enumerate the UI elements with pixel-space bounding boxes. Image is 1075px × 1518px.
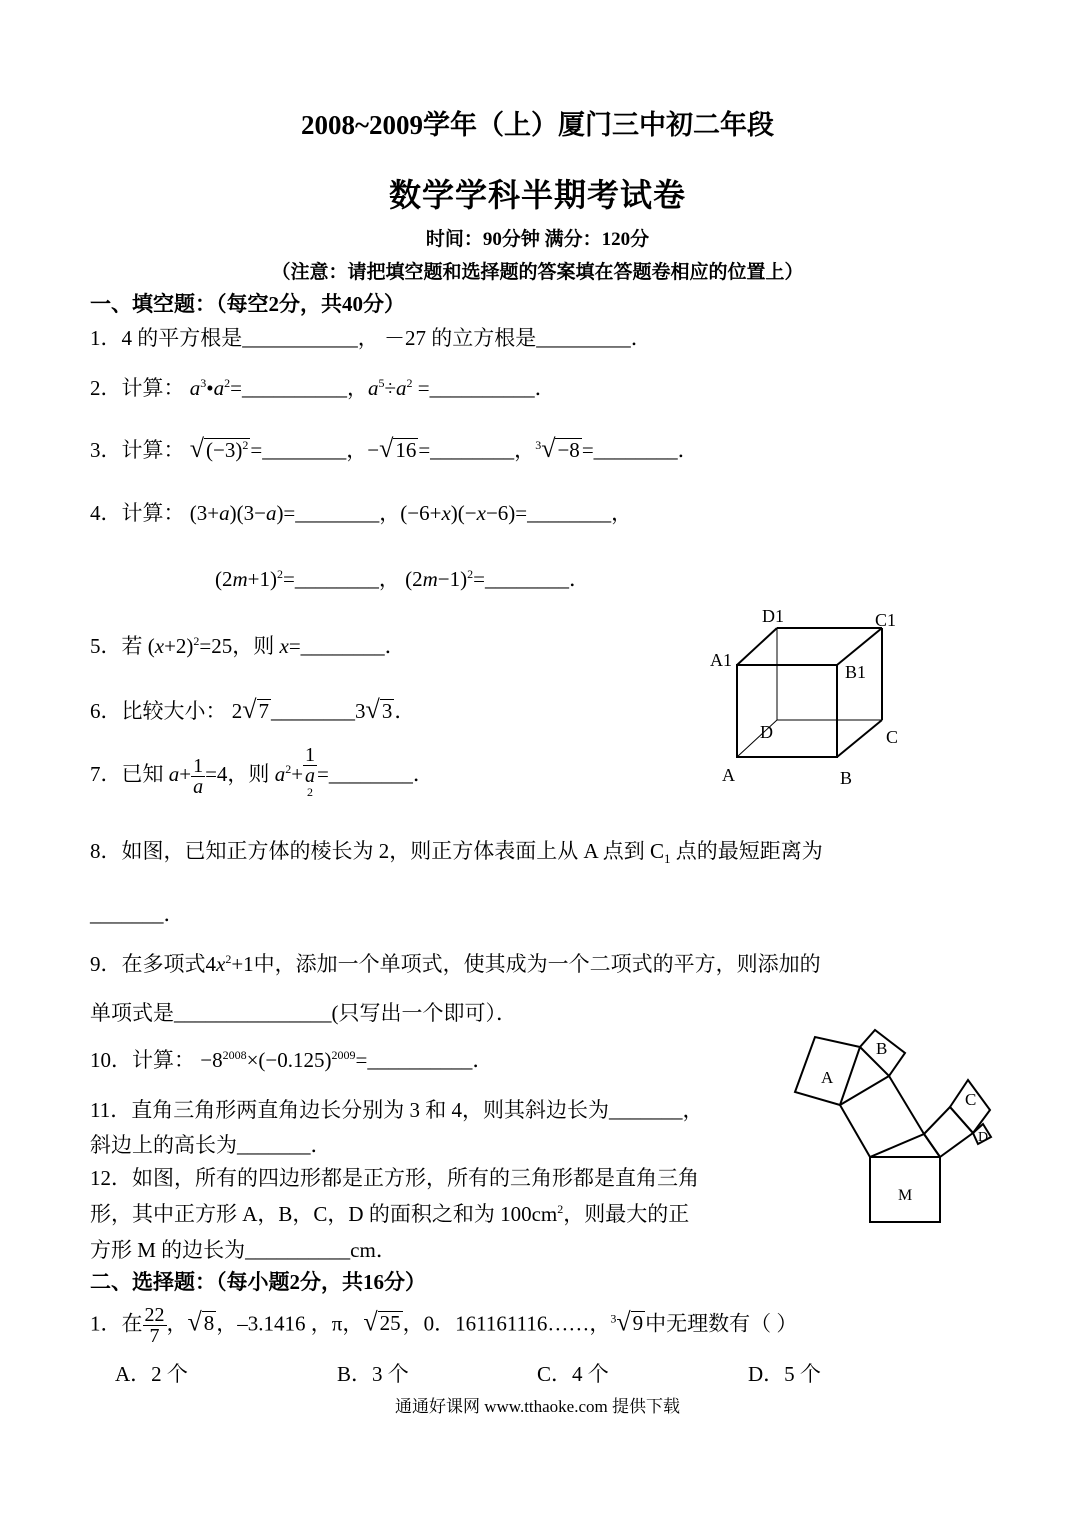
question-5-label: 5．若 (90, 634, 143, 658)
question-12-line2: 形，其中正方形 A，B，C，D 的面积之和为 $100cm^2$，则最大的正 (90, 1202, 690, 1226)
cube-figure (700, 600, 910, 795)
option-c: C．4 个 (537, 1362, 609, 1386)
exam-subtitle: 数学学科半期考试卷 (388, 177, 686, 213)
question-5: 5．若 $(x+2)^2=25$，则 x=________． (90, 634, 406, 658)
option-b: B．3 个 (337, 1362, 409, 1386)
question-9-line2: 单项式是_______________(只写出一个即可）． (90, 1001, 517, 1025)
question-8-text-end: 点的最短距离为 (670, 839, 823, 863)
cube-label-a1: A1 (710, 650, 732, 670)
question-10-label: 10．计算： (90, 1048, 195, 1072)
square-label-b: B (876, 1039, 888, 1058)
question-8-blank: _______． (90, 902, 185, 926)
choice-question-1: 1．在 $\frac{22}{7}$ ，√8，–3.1416 ，π，√25，0．161161116……，$^3$√9中无理数有（ ） (90, 1304, 798, 1347)
cube-label-c: C (886, 727, 899, 747)
notice: （注意：请把填空题和选择题的答案填在答题卷相应的位置上） (271, 262, 804, 283)
square-label-c: C (965, 1090, 977, 1109)
section1-heading: 一、填空题：（每空2分，共40分） (90, 292, 405, 316)
question-4: 4．计算： (3+a)(3−a)=________，(−6+x)(−x−6)=________， (90, 501, 633, 525)
question-2-label: 2．计算： (90, 376, 185, 400)
question-9-text: 中，添加一个单项式，使其成为一个二项式的平方，则添加的 (253, 952, 821, 976)
option-d: D．5 个 (748, 1362, 821, 1386)
squares-figure (785, 1020, 1000, 1230)
cube-label-b1: B1 (845, 662, 867, 682)
time-info: 时间：90分钟 满分：120分 (425, 229, 650, 250)
question-11: 11．直角三角形两直角边长分别为 3 和 4，则其斜边长为_______， (90, 1098, 704, 1122)
question-11-line2: 斜边上的高长为_______． (90, 1133, 332, 1157)
question-3: 3．计算： $√(-3)^2=\_\_\_\_\_\_\_\_$，−√16=________，$^3$√−8=________． (90, 434, 699, 463)
question-1: 1．4 的平方根是___________， －27 的立方根是_________． (90, 326, 652, 350)
section2-heading: 二、选择题：（每小题2分，共16分） (90, 1270, 426, 1294)
question-3-label: 3．计算： (90, 438, 185, 462)
choice-question-1-label: 1．在 (90, 1311, 143, 1336)
square-label-d: D (978, 1130, 989, 1145)
question-6-label: 6．比较大小： (90, 699, 227, 723)
cube-label-a: A (722, 765, 735, 785)
cube-label-d1: D1 (762, 606, 784, 626)
choice-question-1-end: 中无理数有（ ） (645, 1311, 798, 1336)
cube-label-c1: C1 (875, 610, 897, 630)
footer: 通通好课网 www.tthaoke.com 提供下载 (394, 1397, 681, 1416)
question-8-text: 8．如图，已知正方体的棱长为 2，则正方体表面上从 A 点到 C (90, 839, 665, 863)
choice-question-1-mid: ，0．161161116……， (402, 1311, 611, 1336)
question-12: 12．如图，所有的四边形都是正方形，所有的三角形都是直角三角 (90, 1166, 699, 1190)
question-10: 10．计算： $-8^{2008}\times(-0.125)^{2009}=\_\_\_\_\_\_\_\_\_\_$． (90, 1048, 494, 1072)
question-12-text-end: ，则最大的正 (563, 1202, 690, 1226)
square-label-m: M (898, 1187, 913, 1204)
cube-label-d: D (760, 722, 773, 742)
question-7-label: 7．已知 (90, 762, 164, 787)
question-6: 6．比较大小： 2√7________3√3． (90, 695, 416, 724)
question-4-line2: $(2m+1)^2=\_\_\_\_\_\_\_\_$， $(2m-1)^2=\_\_\_\_\_\_\_\_$． (215, 567, 590, 591)
question-2: 2．计算： $a^3•a^2=\_\_\_\_\_\_\_\_\_\_$，$a^5\div a^2$ =__________． (90, 376, 556, 400)
cube-label-b: B (840, 768, 853, 788)
question-7: 7．已知 a+ $\frac{1}{a}$ =4，则 $a^2+$ 1 a $^2$ =________． (90, 744, 434, 799)
question-8: 8．如图，已知正方体的棱长为 2，则正方体表面上从 A 点到 $C_1$ 点的最短距离为 (90, 839, 823, 867)
question-9: 9．在多项式$4x^2+1$中，添加一个单项式，使其成为一个二项式的平方，则添加的 (90, 952, 821, 976)
exam-title: 2008~2009学年（上）厦门三中初二年段 (300, 110, 775, 140)
question-4-label: 4．计算： (90, 501, 185, 525)
option-a: A．2 个 (115, 1362, 188, 1386)
square-label-a: A (821, 1068, 834, 1087)
question-12-line3: 方形 M 的边长为__________cm． (90, 1238, 397, 1262)
question-9-label: 9．在多项式 (90, 952, 206, 976)
question-12-text: 形，其中正方形 A，B，C，D 的面积之和为 100cm (90, 1202, 558, 1226)
